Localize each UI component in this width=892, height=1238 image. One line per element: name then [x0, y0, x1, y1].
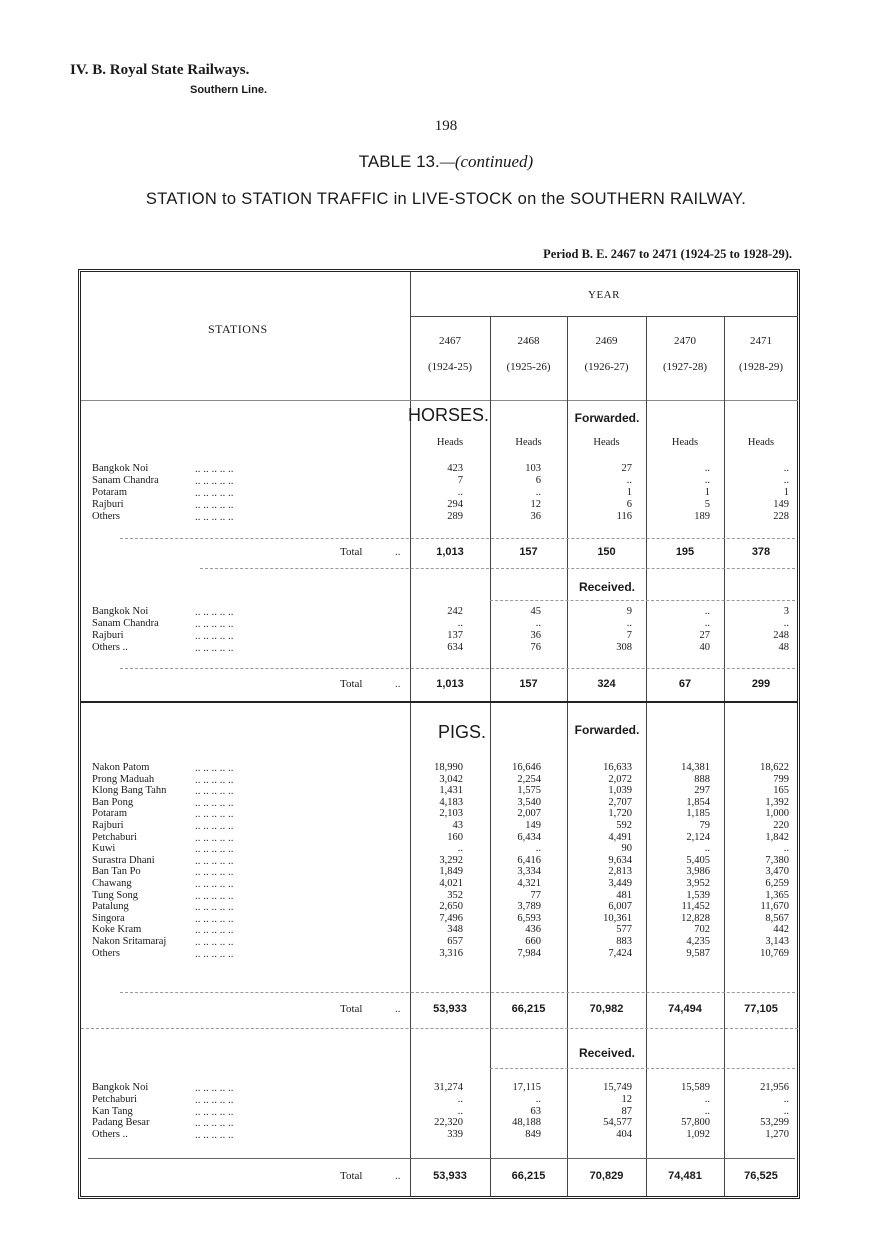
table-cell: 352 [447, 889, 463, 901]
station-name: Koke Kram [92, 924, 142, 936]
table-cell: 294 [447, 499, 463, 510]
table-cell: 48 [778, 642, 789, 653]
table-cell: 4,183 [439, 796, 463, 808]
table-cell: 3,042 [439, 773, 463, 785]
total-cell: 195 [675, 546, 695, 558]
station-name: Nakon Patom [92, 762, 150, 773]
received-heading: Received. [578, 580, 636, 594]
table-cell: 7,380 [765, 854, 789, 866]
total-cell: 157 [519, 678, 538, 690]
table-cell: 31,274 [434, 1082, 463, 1093]
table-cell: 7,496 [439, 912, 463, 924]
forwarded-heading: Forwarded. [574, 723, 640, 737]
table-cell: .. [535, 618, 541, 629]
total-cell: 70,829 [589, 1170, 624, 1182]
table-cell: 481 [616, 889, 632, 901]
table-cell: 2,103 [439, 808, 463, 820]
table-cell: 4,235 [686, 936, 710, 947]
leader-dots: .. .. .. .. .. [195, 947, 234, 960]
received-heading: Received. [578, 1046, 636, 1060]
leader-dots: .. .. .. .. .. [195, 796, 234, 809]
table-cell: 6 [626, 499, 632, 510]
table-cell: 2,072 [608, 773, 632, 785]
table-cell: .. [783, 463, 789, 474]
table-cell: 77 [530, 889, 541, 901]
table-cell: 149 [525, 820, 541, 831]
station-name: Potaram [92, 808, 127, 820]
table-cell: 1,185 [686, 808, 710, 820]
table-cell: 12 [530, 499, 541, 510]
table-cell: 3,292 [439, 854, 463, 866]
table-cell: 5,405 [686, 854, 710, 866]
table-cell: .. [535, 1093, 541, 1105]
table-cell: 5 [704, 499, 710, 510]
unit-label: Heads [593, 437, 620, 448]
year-ad: (1926-27) [584, 361, 629, 373]
table-cell: 53,299 [760, 1117, 789, 1129]
table-cell: 48,188 [512, 1117, 541, 1129]
table-cell: 2,254 [517, 773, 541, 785]
station-name: Sanam Chandra [92, 618, 159, 629]
table-cell: 1,270 [765, 1129, 789, 1141]
total-cell: 1,013 [436, 678, 464, 690]
table-cell: 79 [699, 820, 710, 831]
station-name: Bangkok Noi [92, 463, 149, 474]
table-cell: 12 [621, 1093, 632, 1105]
table-cell: 18,990 [434, 762, 463, 773]
station-name: Klong Bang Tahn [92, 785, 167, 797]
rule [81, 1028, 798, 1029]
table-cell: 1 [783, 487, 789, 498]
table-cell: 1,431 [439, 785, 463, 797]
rule [88, 1158, 795, 1159]
table-cell: 137 [447, 630, 463, 641]
table-cell: 63 [530, 1105, 541, 1117]
leader-dots: .. .. .. .. .. [195, 618, 234, 630]
table-cell: 2,650 [439, 901, 463, 913]
rule [120, 992, 795, 993]
leader-dots: .. .. .. .. .. [195, 499, 234, 511]
year-ad: (1927-28) [663, 361, 707, 373]
table-cell: 116 [616, 511, 632, 522]
table-cell: 1,039 [608, 785, 632, 797]
year-header: YEAR [588, 289, 620, 301]
table-cell: 3,470 [765, 866, 789, 878]
year-header-rule [410, 316, 798, 317]
table-cell: 15,589 [681, 1082, 710, 1093]
leader-dots: .. .. .. .. .. [195, 1082, 234, 1094]
table-cell: .. [704, 843, 710, 855]
table-cell: 8,567 [765, 912, 789, 924]
section-heading: IV. B. Royal State Railways. [70, 62, 250, 78]
table-cell: 27 [621, 463, 632, 474]
station-name: Rajburi [92, 499, 124, 510]
table-cell: .. [704, 618, 710, 629]
table-cell: 9,587 [686, 947, 710, 959]
table-cell: 12,828 [681, 912, 710, 924]
leader-dots: .. .. .. .. .. [195, 487, 234, 499]
table-cell: 45 [530, 606, 541, 617]
table-cell: .. [704, 1093, 710, 1105]
table-cell: 436 [525, 924, 541, 936]
rule [490, 1068, 795, 1069]
station-name: Kuwi [92, 843, 116, 855]
table-cell: 849 [525, 1129, 541, 1141]
total-cell: 74,494 [668, 1003, 702, 1015]
table-cell: 660 [525, 936, 541, 947]
table-cell: 339 [447, 1129, 463, 1141]
total-label: Total [340, 1003, 363, 1015]
total-cell: 150 [597, 546, 616, 558]
station-name: Potaram [92, 487, 127, 498]
table-cell: 248 [773, 630, 789, 641]
table-cell: 90 [621, 843, 632, 855]
col-divider-1 [490, 316, 491, 1196]
station-name: Rajburi [92, 820, 124, 831]
leader-dots: .. .. .. .. .. [195, 1105, 234, 1118]
station-name: Ban Tan Po [92, 866, 141, 878]
rule [490, 600, 795, 601]
table-cell: 10,769 [760, 947, 789, 959]
leader-dots: .. [395, 1170, 401, 1182]
table-cell: 4,491 [608, 831, 632, 843]
table-cell: 165 [773, 785, 789, 797]
table-cell: 6,593 [517, 912, 541, 924]
table-cell: 15,749 [603, 1082, 632, 1093]
year-ad: (1928-29) [739, 361, 783, 373]
table-cell: 702 [694, 924, 710, 936]
leader-dots: .. .. .. .. .. [195, 511, 234, 523]
station-name: Sanam Chandra [92, 475, 159, 486]
leader-dots: .. .. .. .. .. [195, 785, 234, 798]
table-cell: 16,646 [512, 762, 541, 773]
table-cell: 228 [773, 511, 789, 522]
table-cell: 27 [699, 630, 710, 641]
header-bottom-rule [81, 400, 798, 401]
unit-label: Heads [747, 437, 775, 448]
table-cell: 1,092 [686, 1129, 710, 1141]
table-cell: 36 [530, 511, 541, 522]
table-cell: 160 [447, 831, 463, 843]
leader-dots: .. .. .. .. .. [195, 773, 234, 786]
table-cell: .. [457, 1105, 463, 1117]
total-cell: 70,982 [589, 1003, 624, 1015]
total-cell: 299 [751, 678, 771, 690]
table-cell: 2,813 [608, 866, 632, 878]
leader-dots: .. .. .. .. .. [195, 889, 234, 902]
table-cell: 7 [457, 475, 463, 486]
table-cell: 1,842 [765, 831, 789, 843]
rule [120, 668, 795, 669]
table-cell: 10,361 [603, 912, 632, 924]
table-cell: .. [783, 1105, 789, 1117]
period-note: Period B. E. 2467 to 2471 (1924-25 to 1928-29). [543, 247, 792, 261]
table-cell: 1,854 [686, 796, 710, 808]
station-name: Prong Maduah [92, 773, 155, 785]
table-cell: 1,539 [686, 889, 710, 901]
total-cell: 378 [751, 546, 771, 558]
table-cell: 54,577 [603, 1117, 632, 1129]
leader-dots: .. .. .. .. .. [195, 475, 234, 487]
table-cell: 3,540 [517, 796, 541, 808]
table-cell: 7 [626, 630, 632, 641]
leader-dots: .. .. .. .. .. [195, 936, 234, 948]
table-cell: .. [783, 618, 789, 629]
table-cell: 6,259 [765, 878, 789, 889]
station-name: Bangkok Noi [92, 606, 149, 617]
leader-dots: .. .. .. .. .. [195, 843, 234, 856]
table-cell: 16,633 [603, 762, 632, 773]
station-name: Petchaburi [92, 831, 137, 843]
year-be: 2471 [750, 335, 772, 347]
table-cell: 242 [447, 606, 463, 617]
table-continued: —(continued) [439, 152, 534, 171]
table-cell: 18,622 [760, 762, 789, 773]
col-divider-4 [724, 316, 725, 1196]
table-cell: .. [783, 475, 789, 486]
table-cell: 9,634 [608, 854, 632, 866]
total-cell: 74,481 [668, 1170, 702, 1182]
table-cell: 799 [773, 773, 789, 785]
rule [120, 538, 795, 539]
table-title: STATION to STATION TRAFFIC in LIVE-STOCK on the SOUTHERN RAILWAY. [145, 190, 747, 208]
table-cell: .. [457, 487, 463, 498]
station-name: Kan Tang [92, 1105, 133, 1117]
table-cell: 4,021 [439, 878, 463, 889]
table-cell: 3,449 [608, 878, 632, 889]
table-cell: 4,321 [517, 878, 541, 889]
table-cell: .. [457, 618, 463, 629]
table-cell: 87 [621, 1105, 632, 1117]
table-cell: 36 [530, 630, 541, 641]
table-cell: 577 [616, 924, 632, 936]
leader-dots: .. [395, 678, 401, 690]
total-label: Total [340, 546, 363, 558]
table-cell: 40 [699, 642, 710, 653]
station-name: Padang Besar [92, 1117, 150, 1129]
station-name: Petchaburi [92, 1093, 137, 1105]
table-cell: 1 [626, 487, 632, 498]
total-cell: 324 [597, 678, 616, 690]
leader-dots: .. [395, 546, 401, 558]
section-title-horses: HORSES. [408, 405, 490, 425]
table-cell: 6,007 [608, 901, 632, 913]
col-divider-3 [646, 316, 647, 1196]
table-cell: .. [783, 1093, 789, 1105]
year-be: 2469 [595, 335, 618, 347]
year-be: 2470 [674, 335, 696, 347]
year-be: 2467 [439, 335, 461, 347]
table-cell: .. [535, 843, 541, 855]
table-cell: 1,392 [765, 796, 789, 808]
station-name: Singora [92, 912, 125, 924]
table-cell: 17,115 [512, 1082, 541, 1093]
table-cell: 3,986 [686, 866, 710, 878]
table-cell: 220 [773, 820, 789, 831]
table-cell: 22,320 [434, 1117, 463, 1129]
section-title-pigs: PIGS. [438, 722, 487, 742]
total-cell: 1,013 [436, 546, 464, 558]
station-name: Others [92, 947, 120, 959]
table-cell: 7,424 [608, 947, 632, 959]
leader-dots: .. [395, 1003, 401, 1015]
unit-label: Heads [436, 437, 464, 448]
table-cell: .. [704, 1105, 710, 1117]
leader-dots: .. .. .. .. .. [195, 606, 234, 618]
table-cell: .. [704, 475, 710, 486]
page-number: 198 [434, 118, 458, 134]
table-cell: 76 [530, 642, 541, 653]
table-cell: 348 [447, 924, 463, 936]
rule [200, 568, 795, 569]
table-cell: 3,143 [765, 936, 789, 947]
station-name: Tung Song [92, 889, 139, 901]
table-label [0, 152, 892, 172]
station-name: Others [92, 511, 120, 522]
leader-dots: .. .. .. .. .. [195, 866, 234, 879]
leader-dots: .. .. .. .. .. [195, 901, 234, 914]
table-cell: .. [457, 1093, 463, 1105]
leader-dots: .. .. .. .. .. [195, 630, 234, 642]
table-cell: 883 [616, 936, 632, 947]
leader-dots: .. .. .. .. .. [195, 463, 234, 475]
station-name: Chawang [92, 878, 132, 889]
leader-dots: .. .. .. .. .. [195, 854, 234, 867]
table-cell: 2,007 [517, 808, 541, 820]
table-cell: 1 [704, 487, 710, 498]
leader-dots: .. .. .. .. .. [195, 1093, 234, 1106]
table-cell: .. [535, 487, 541, 498]
table-cell: 6,434 [517, 831, 541, 843]
table-cell: 57,800 [681, 1117, 710, 1129]
station-name: Others .. [92, 642, 128, 653]
table-cell: 297 [694, 785, 710, 797]
table-cell: 11,670 [760, 901, 789, 913]
table-cell: 1,365 [765, 889, 789, 901]
table-cell: 6,416 [517, 854, 541, 866]
total-cell: 53,933 [433, 1003, 467, 1015]
total-cell: 77,105 [744, 1003, 778, 1015]
table-cell: 2,707 [608, 796, 632, 808]
leader-dots: .. .. .. .. .. [195, 878, 234, 890]
table-cell: 423 [447, 463, 463, 474]
year-be: 2468 [517, 335, 540, 347]
station-name: Ban Pong [92, 796, 134, 808]
table-cell: 1,849 [439, 866, 463, 878]
stations-header: STATIONS [208, 322, 268, 336]
table-cell: 1,000 [765, 808, 789, 820]
leader-dots: .. .. .. .. .. [195, 642, 234, 654]
table-cell: 442 [773, 924, 789, 936]
leader-dots: .. .. .. .. .. [195, 762, 234, 774]
table-number: TABLE 13. [358, 152, 440, 171]
table-cell: 43 [452, 820, 463, 831]
col-divider-2 [567, 316, 568, 1196]
forwarded-heading: Forwarded. [574, 411, 640, 425]
total-cell: 76,525 [744, 1170, 778, 1182]
table-cell: 3,334 [517, 866, 541, 878]
table-cell: 1,720 [608, 808, 632, 820]
station-name: Surastra Dhani [92, 854, 155, 866]
table-cell: .. [704, 463, 710, 474]
table-cell: 6 [535, 475, 541, 486]
table-cell: 592 [616, 820, 632, 831]
total-cell: 53,933 [433, 1170, 467, 1182]
total-label: Total [340, 678, 363, 690]
table-cell: 404 [616, 1129, 632, 1141]
year-ad: (1924-25) [428, 361, 472, 373]
station-name: Bangkok Noi [92, 1082, 149, 1093]
table-cell: .. [783, 843, 789, 855]
table-cell: 149 [773, 499, 789, 510]
station-name: Patalung [92, 901, 129, 913]
total-label: Total [340, 1170, 363, 1182]
table-cell: 308 [616, 642, 632, 653]
table-cell: 2,124 [686, 831, 710, 843]
table-cell: .. [704, 606, 710, 617]
table-cell: 3,952 [686, 878, 710, 889]
total-cell: 157 [519, 546, 538, 558]
leader-dots: .. .. .. .. .. [195, 808, 234, 821]
leader-dots: .. .. .. .. .. [195, 831, 234, 844]
table-cell: 289 [447, 511, 463, 522]
unit-label: Heads [671, 437, 699, 448]
line-subheading: Southern Line. [190, 84, 267, 96]
station-name: Others .. [92, 1129, 128, 1141]
leader-dots: .. .. .. .. .. [195, 820, 234, 832]
table-cell: 1,575 [517, 785, 541, 797]
table-cell: 9 [626, 606, 632, 617]
year-ad: (1925-26) [506, 361, 551, 373]
table-cell: 21,956 [760, 1082, 789, 1093]
table-cell: 189 [694, 511, 710, 522]
leader-dots: .. .. .. .. .. [195, 1129, 234, 1142]
unit-label: Heads [515, 437, 542, 448]
total-cell: 67 [678, 678, 692, 690]
table-cell: 3 [783, 606, 789, 617]
table-cell: .. [626, 475, 632, 486]
station-name: Rajburi [92, 630, 124, 641]
table-cell: 657 [447, 936, 463, 947]
table-cell: 3,316 [439, 947, 463, 959]
table-cell: 3,789 [517, 901, 541, 913]
total-cell: 66,215 [511, 1003, 546, 1015]
leader-dots: .. .. .. .. .. [195, 912, 234, 925]
table-cell: 7,984 [517, 947, 541, 959]
station-name: Nakon Sritamaraj [92, 936, 167, 947]
section-divider [81, 701, 798, 703]
table-cell: 103 [525, 463, 541, 474]
table-cell: 14,381 [681, 762, 710, 773]
table-cell: .. [626, 618, 632, 629]
table-cell: 888 [694, 773, 710, 785]
table-cell: 11,452 [681, 901, 710, 913]
total-cell: 66,215 [511, 1170, 546, 1182]
table-cell: 634 [447, 642, 463, 653]
leader-dots: .. .. .. .. .. [195, 924, 234, 937]
table-cell: .. [457, 843, 463, 855]
leader-dots: .. .. .. .. .. [195, 1117, 234, 1130]
